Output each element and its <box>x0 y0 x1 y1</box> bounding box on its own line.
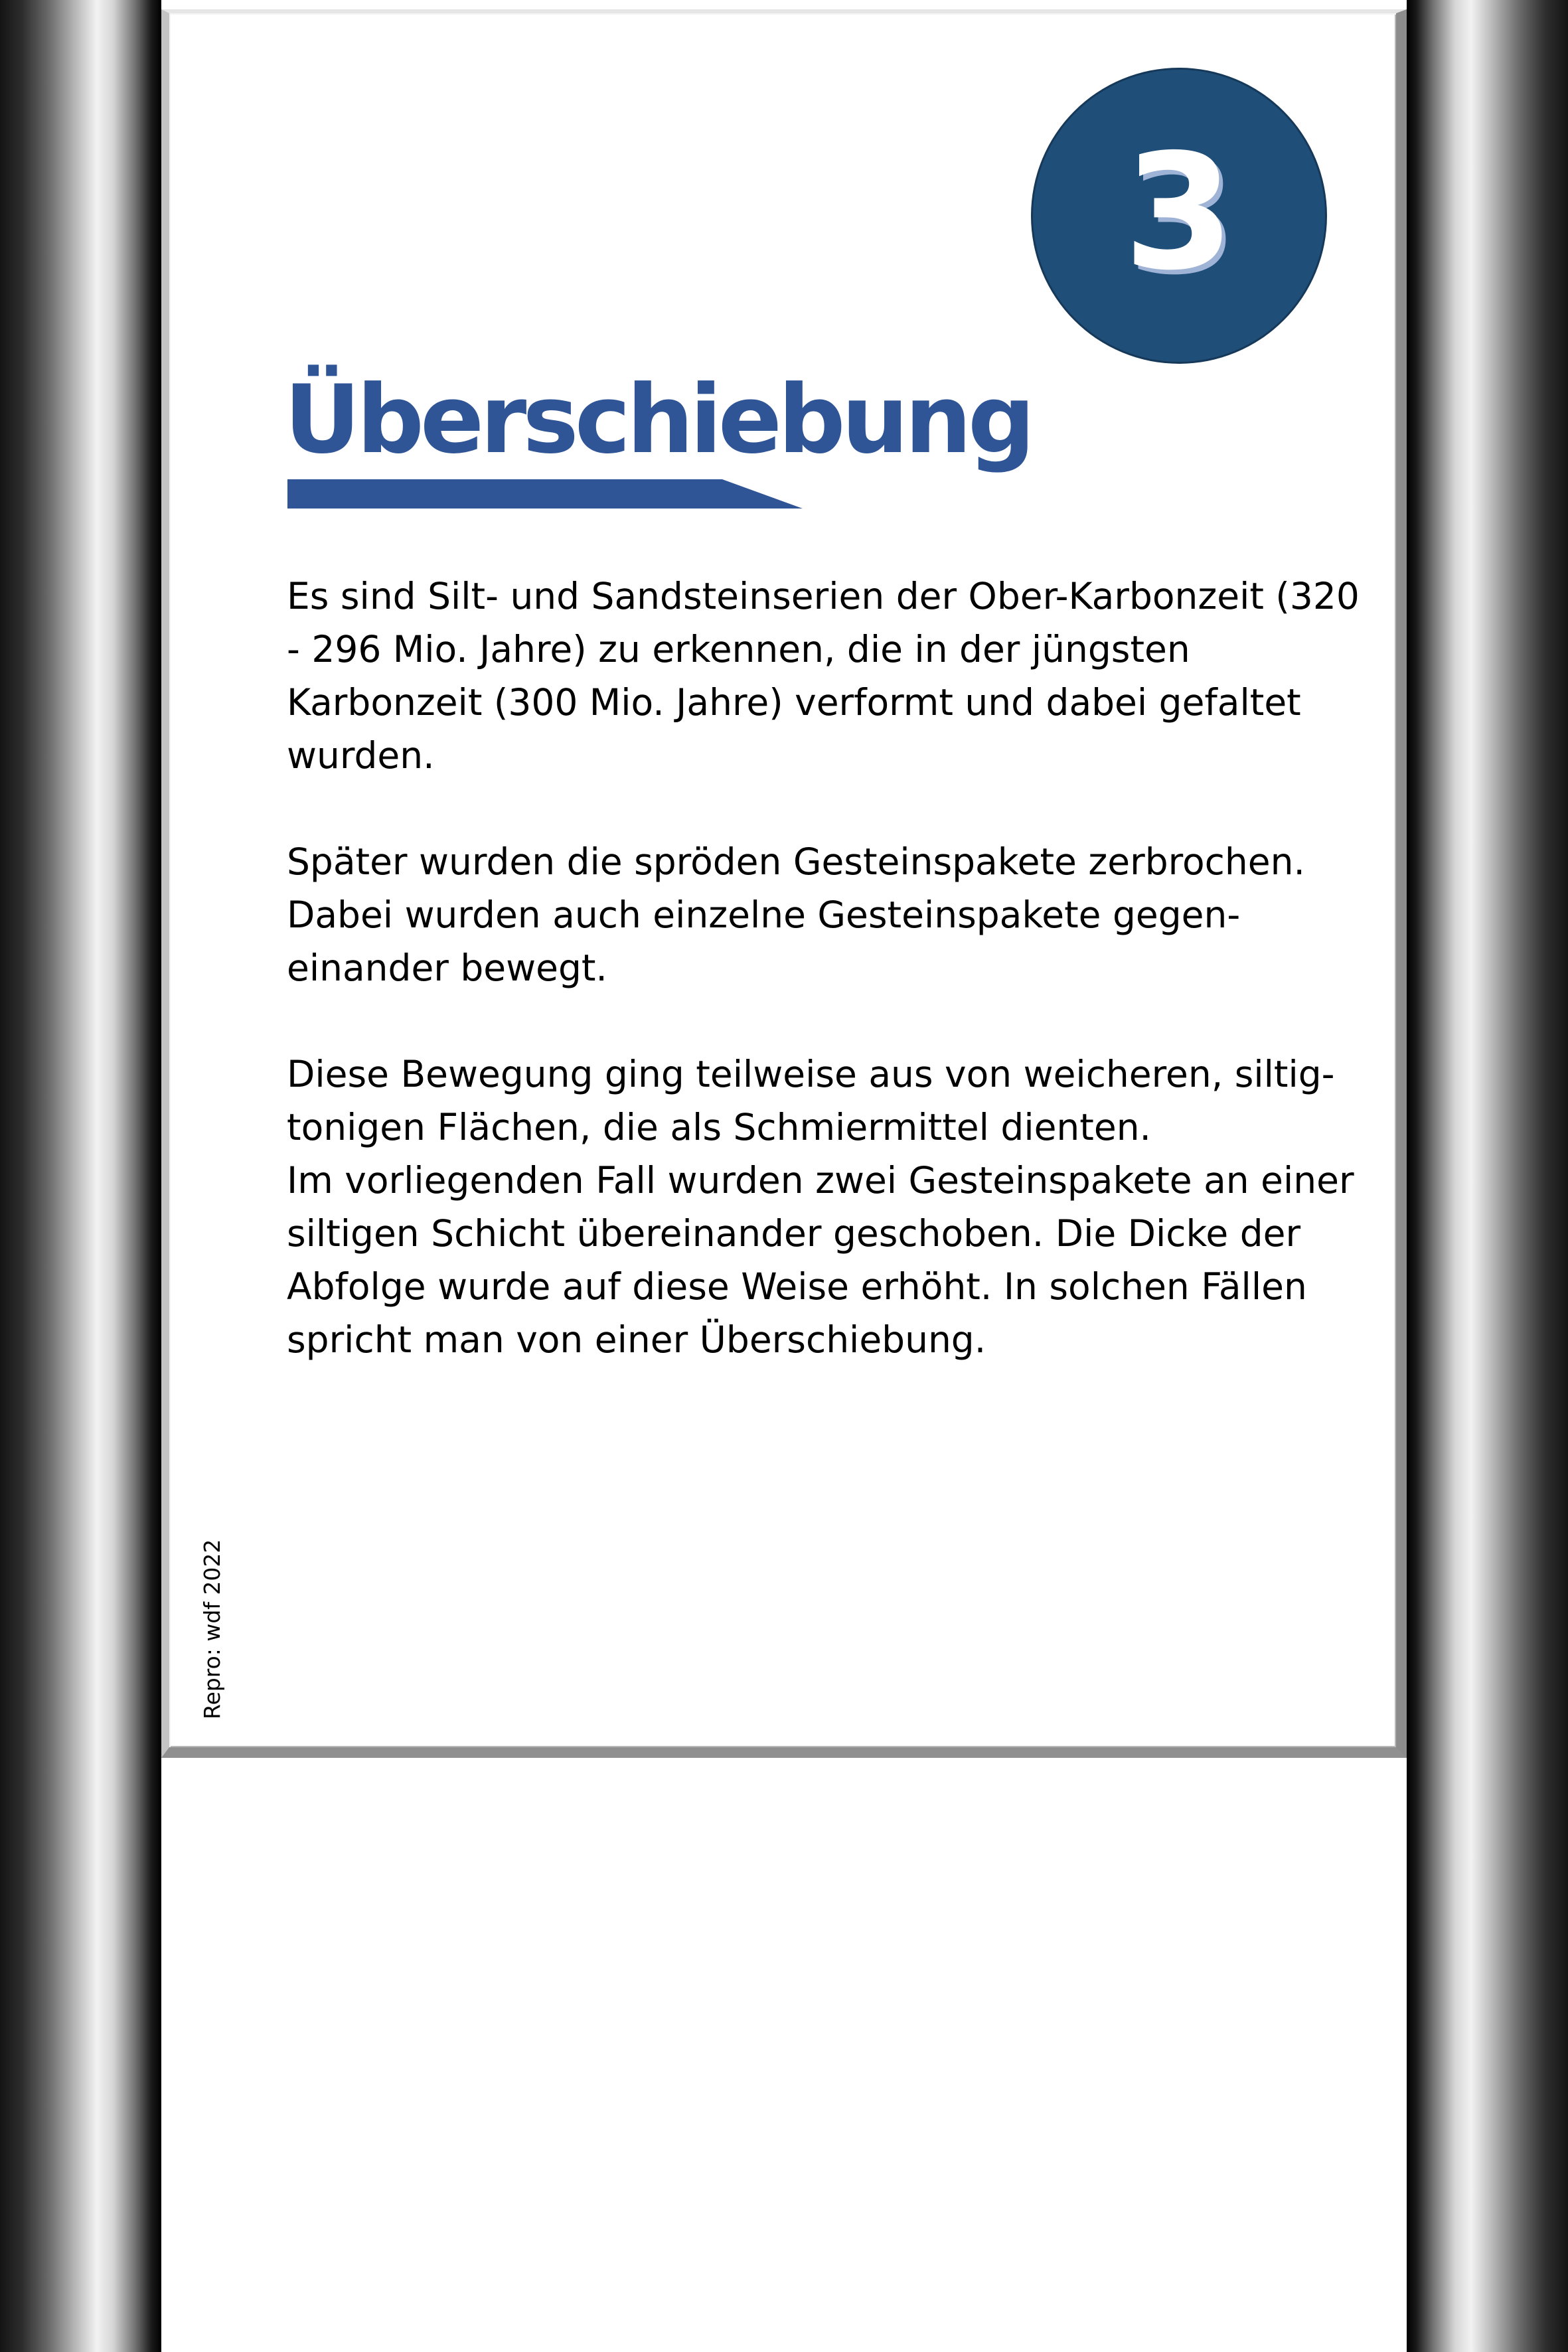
sign-body <box>287 570 1362 1366</box>
body-line: spricht man von einer Überschiebung. <box>287 1318 986 1361</box>
paragraph-gap <box>287 994 1362 1048</box>
body-line: Im vorliegenden Fall wurden zwei Gesteinspakete an einer <box>287 1159 1354 1202</box>
body-line: tonigen Flächen, die als Schmiermittel dienten. <box>287 1106 1152 1148</box>
body-line: - 296 Mio. Jahre) zu erkennen, die in der jüngsten <box>287 628 1190 670</box>
station-number: 3 <box>1123 119 1235 305</box>
paragraph-gap <box>287 782 1362 835</box>
body-line: Dabei wurden auch einzelne Gesteinspakete gegen- <box>287 894 1241 936</box>
swoosh-underline-icon <box>287 479 803 509</box>
body-line: Später wurden die spröden Gesteinspakete zerbrochen. <box>287 840 1305 883</box>
body-line: einander bewegt. <box>287 947 607 989</box>
left-post <box>0 0 161 2352</box>
sign-title: Überschiebung <box>284 365 1032 475</box>
body-line: Diese Bewegung ging teilweise aus von weicheren, siltig- <box>287 1053 1335 1095</box>
body-line: Es sind Silt- und Sandsteinserien der Ober-Karbonzeit (320 <box>287 575 1360 617</box>
body-line: Abfolge wurde auf diese Weise erhöht. In solchen Fällen <box>287 1265 1307 1308</box>
body-line: wurden. <box>287 734 435 777</box>
body-line: siltigen Schicht übereinander geschoben. Die Dicke der <box>287 1212 1301 1255</box>
body-line: Karbonzeit (300 Mio. Jahre) verformt und dabei gefaltet <box>287 681 1301 724</box>
right-post <box>1407 0 1568 2352</box>
station-number-badge <box>1033 70 1325 362</box>
photo-credit: Repro: wdf 2022 <box>199 1539 225 1719</box>
